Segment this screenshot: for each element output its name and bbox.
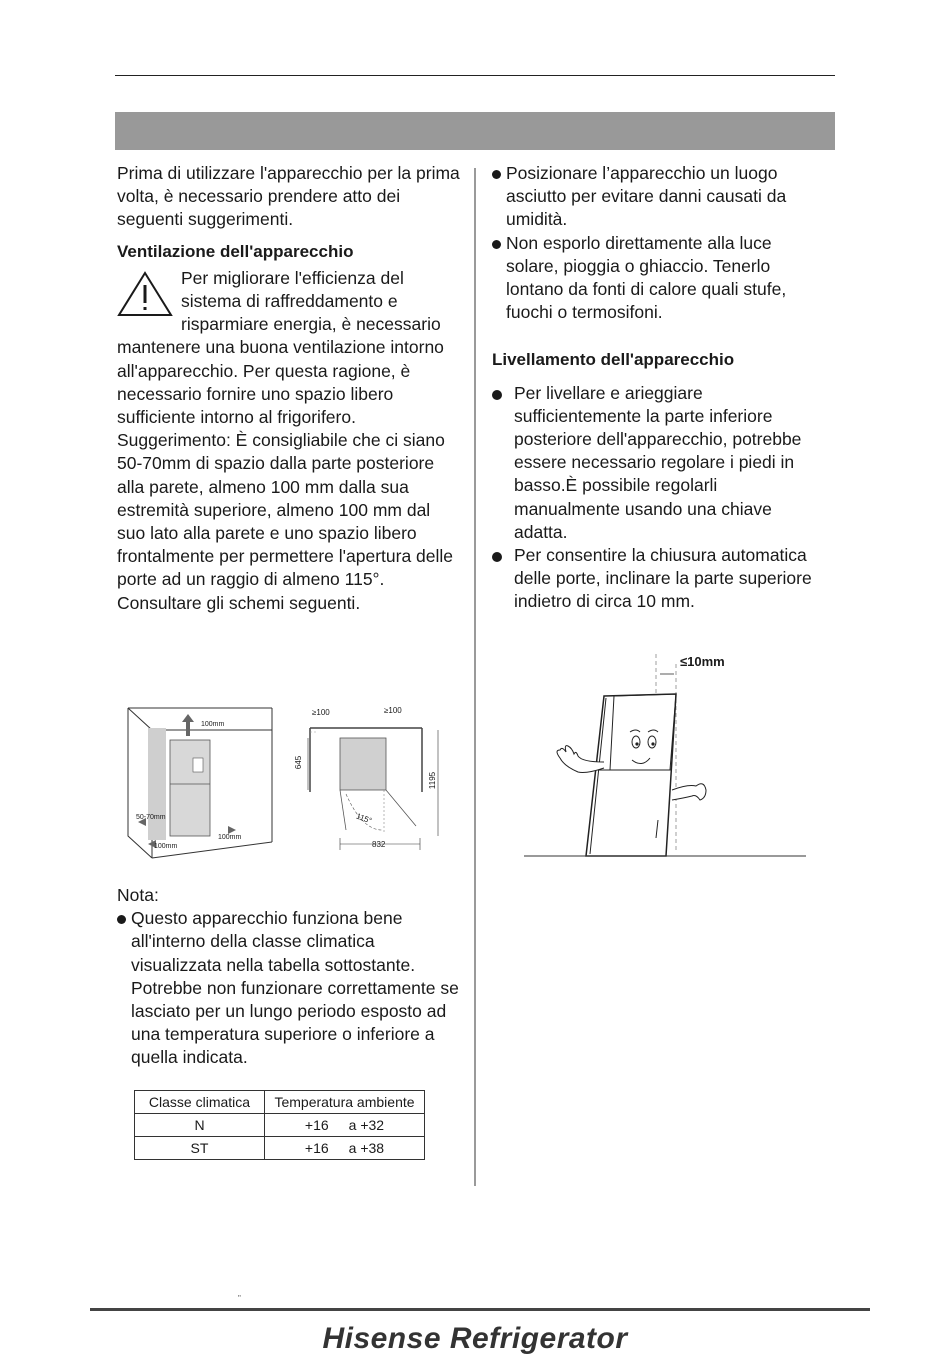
brand-footer: Hisense Refrigerator — [322, 1322, 628, 1355]
bullet-dot-icon — [492, 390, 502, 400]
left-column — [117, 162, 462, 615]
label-left-side-clearance: 100mm — [154, 843, 178, 850]
suggestion-text: Suggerimento: È consigliabile che ci siano 50-70mm di spazio dalla parte posteriore alla parete, almeno 100 mm dalla sua estremità superiore, almeno 100 mm dal suo lato alla parete e uno spazio libero frontalmente per permettere l'apertura delle porte ad un raggio di almeno 115°. Consultare gli schemi seguenti. — [117, 430, 454, 613]
header-climate-class: Classe climatica — [135, 1091, 265, 1114]
bullet-dot-icon — [492, 552, 502, 562]
bullet-dot-icon — [492, 170, 501, 179]
tilt-label: ≤10mm — [680, 654, 725, 669]
right-column — [492, 162, 827, 614]
cell-class: N — [135, 1114, 265, 1137]
header-ambient-temp: Temperatura ambiente — [265, 1091, 425, 1114]
tilted-fridge-drawing — [520, 650, 810, 862]
leveling-text-2: Per consentire la chiusura automatica delle porte, inclinare la parte superiore indietro di circa 10 mm. — [514, 545, 812, 612]
nota-text: Questo apparecchio funziona bene all'interno della classe climatica visualizzata nella tabella sottostante. Potrebbe non funzionare correttamente se lasciato per un lungo periodo esposto ad una temperatura superiore o inferiore a quella indicata. — [131, 908, 459, 1068]
label-width: 832 — [372, 840, 386, 849]
cell-class: ST — [135, 1137, 265, 1160]
cell-range — [265, 1114, 425, 1137]
bullet-dot-icon — [492, 240, 501, 249]
placement-bullet-2 — [492, 232, 827, 325]
bottom-rule — [90, 1308, 870, 1311]
table-header-row — [135, 1091, 425, 1114]
cell-temp-to: a +38 — [348, 1140, 385, 1156]
label-right-gap: ≥100 — [384, 706, 402, 715]
label-back-clearance: 50-70mm — [136, 814, 166, 821]
nota-section — [117, 884, 462, 1070]
placement-bullet-1 — [492, 162, 827, 232]
section-title-bar — [115, 112, 835, 150]
table-row — [135, 1114, 425, 1137]
column-divider — [474, 168, 476, 1186]
climate-table — [134, 1090, 425, 1160]
table-row — [135, 1137, 425, 1160]
tilt-diagram — [520, 650, 810, 867]
label-angle: 115° — [354, 811, 374, 826]
label-right-side-clearance: 100mm — [218, 834, 242, 841]
plan-view-drawing — [292, 702, 442, 854]
leveling-heading: Livellamento dell'apparecchio — [492, 350, 735, 370]
label-left-gap: ≥100 — [312, 708, 330, 717]
top-rule — [115, 75, 835, 76]
label-open-depth: 1195 — [428, 771, 438, 790]
leveling-bullet-2 — [492, 544, 827, 614]
leveling-bullet-1 — [492, 382, 827, 544]
room-clearance-diagram — [126, 700, 276, 865]
cell-temp-to: a +32 — [348, 1117, 385, 1133]
ventilation-text: Per migliorare l'efficienza del sistema di raffreddamento e risparmiare energia, è necessario mantenere una buona ventilazione intorno all'apparecchio. Per questa ragione, è necessario fornire uno spazio libero sufficiente intorno al frigorifero. — [117, 267, 444, 428]
warning-icon — [117, 271, 173, 317]
bullet-dot-icon — [117, 915, 126, 924]
cell-temp-from: +16 — [304, 1117, 329, 1133]
placement-text-1: Posizionare l’apparecchio un luogo asciutto per evitare danni causati da umidità. — [506, 163, 787, 230]
footer-mark: " — [238, 1294, 241, 1303]
leveling-text-1: Per livellare e arieggiare sufficientemente la parte inferiore posteriore dell'apparecchio, potrebbe essere necessario regolare i piedi in basso.È possibile regolarli manualmente usando una chiave adatta. — [514, 382, 802, 542]
ventilation-heading: Ventilazione dell'apparecchio — [117, 241, 354, 261]
intro-paragraph: Prima di utilizzare l'apparecchio per la prima volta, è necessario prendere atto dei seguenti suggerimenti. — [117, 163, 460, 230]
plan-view-diagram — [292, 702, 442, 859]
placement-text-2: Non esporlo direttamente alla luce solare, pioggia o ghiaccio. Tenerlo lontano da fonti di calore quali stufe, fuochi o termosifoni. — [506, 232, 787, 323]
ventilation-block — [117, 267, 462, 429]
nota-bullet — [117, 907, 462, 1069]
cell-temp-from: +16 — [304, 1140, 329, 1156]
cell-range — [265, 1137, 425, 1160]
label-top-clearance: 100mm — [201, 721, 225, 728]
label-depth: 645 — [294, 755, 304, 770]
nota-title: Nota: — [117, 885, 159, 905]
